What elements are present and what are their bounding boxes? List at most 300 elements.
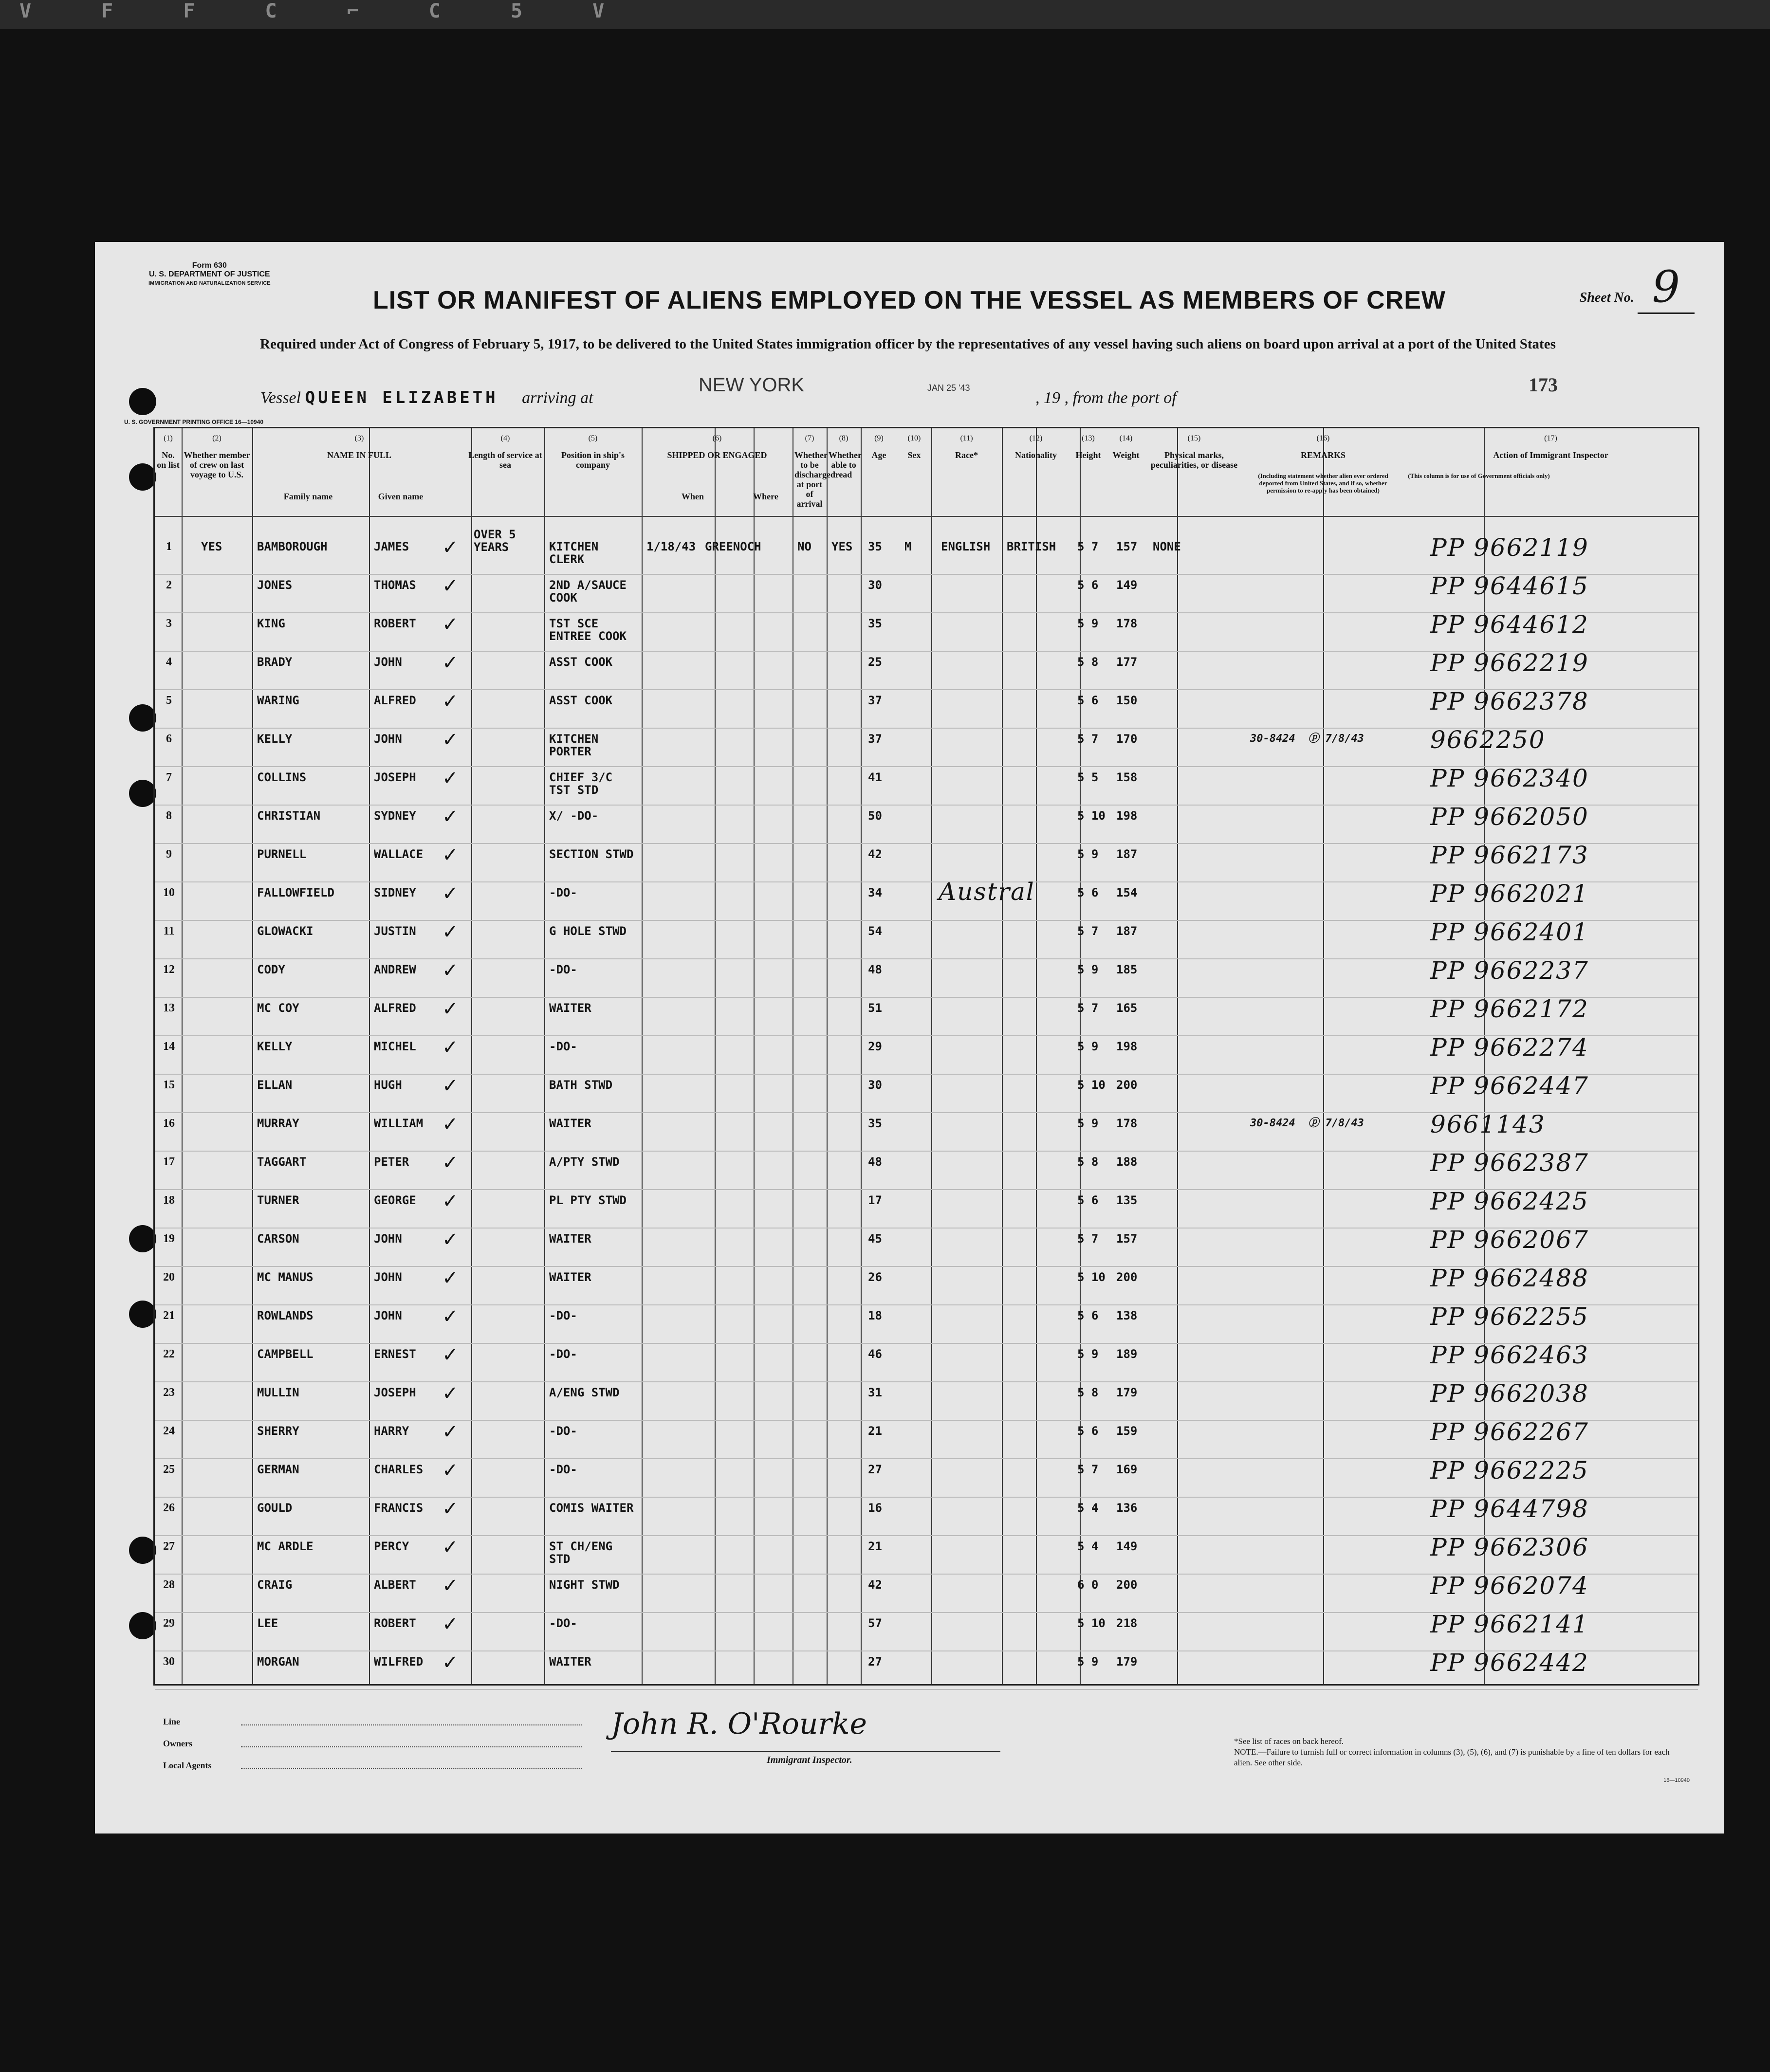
weight: 154 [1116,886,1138,899]
punch-hole [129,780,156,807]
form-code: 16—10940 [1663,1778,1690,1783]
weight: 198 [1116,809,1138,823]
owners-field [241,1746,582,1747]
inspector-action: PP 9662173 [1430,841,1589,869]
inspector-action: PP 9662219 [1430,649,1589,677]
check-mark-icon: ✓ [442,1613,459,1635]
check-mark-icon: ✓ [442,1382,459,1405]
height: 5 6 [1077,1309,1099,1322]
row-number: 9 [166,848,172,861]
column-header: Age [871,450,886,460]
height: 5 7 [1077,540,1099,553]
family-name: FALLOWFIELD [257,886,334,899]
given-name: JOHN [374,1232,402,1246]
manifest-sheet [95,242,1724,1834]
age: 35 [868,1117,882,1130]
height: 5 5 [1077,770,1099,784]
given-name: JOHN [374,732,402,746]
column-number: (8) [839,434,848,442]
given-name: GEORGE [374,1193,416,1207]
form-number: Form 630 [192,261,227,270]
weight: 149 [1116,578,1138,592]
given-name: ROBERT [374,1616,416,1630]
family-name: BAMBOROUGH [257,540,328,553]
height: 5 4 [1077,1501,1099,1515]
given-name: HUGH [374,1078,402,1092]
arrival-port-stamp: NEW YORK [699,374,805,396]
row-number: 13 [163,1002,175,1014]
position: -DO- [549,963,577,976]
column-number: (10) [907,434,921,442]
subheader-action-note: (This column is for use of Government officials only) [1408,472,1550,479]
weight: 200 [1116,1578,1138,1592]
age: 48 [868,1155,882,1169]
age: 26 [868,1270,882,1284]
height: 5 9 [1077,1347,1099,1361]
weight: 198 [1116,1040,1138,1053]
age: 42 [868,1578,882,1592]
first-row-sex: M [904,540,912,553]
height: 5 7 [1077,1232,1099,1246]
column-rule [827,428,828,1684]
height: 5 6 [1077,1193,1099,1207]
column-header: Weight [1112,450,1140,460]
age: 57 [868,1616,882,1630]
given-name: WILLIAM [374,1117,424,1130]
check-mark-icon: ✓ [442,1152,459,1174]
given-name: THOMAS [374,578,416,592]
family-name: MC COY [257,1001,299,1015]
row-number: 11 [163,925,175,937]
given-name: FRANCIS [374,1501,424,1515]
row-number: 4 [166,656,172,668]
check-mark-icon: ✓ [442,1305,459,1328]
age: 25 [868,655,882,669]
height: 5 9 [1077,1117,1099,1130]
weight: 157 [1116,540,1138,553]
column-number: (4) [500,434,510,442]
column-header: Physical marks, peculiarities, or disease [1150,450,1238,470]
age: 31 [868,1386,882,1399]
age: 41 [868,770,882,784]
column-rule [754,428,755,1684]
column-rule [369,428,370,1684]
first-row-where: GREENOCH [705,540,761,553]
given-name: PETER [374,1155,409,1169]
position: BATH STWD [549,1078,613,1092]
column-number: (13) [1082,434,1095,442]
row-number: 22 [163,1348,175,1360]
weight: 187 [1116,847,1138,861]
family-name: MORGAN [257,1655,299,1669]
height: 5 4 [1077,1540,1099,1553]
age: 50 [868,809,882,823]
inspector-action: PP 9662447 [1430,1072,1589,1100]
first-row-nationality: BRITISH [1007,540,1056,553]
row-number: 21 [163,1309,175,1322]
check-mark-icon: ✓ [442,959,459,982]
column-header: Whether able to read [829,450,862,479]
column-rule [1036,428,1037,1684]
family-name: MURRAY [257,1117,299,1130]
position: -DO- [549,1424,577,1438]
arriving-label: arriving at [522,389,593,407]
age: 17 [868,1193,882,1207]
family-name: CODY [257,963,285,976]
weight: 159 [1116,1424,1138,1438]
height: 5 9 [1077,1655,1099,1669]
family-name: GERMAN [257,1463,299,1476]
column-rule [1177,428,1178,1684]
position: WAITER [549,1001,591,1015]
column-header: Whether to be discharged at port of arrival [794,450,836,509]
family-name: CAMPBELL [257,1347,313,1361]
column-number: (15) [1187,434,1201,442]
check-mark-icon: ✓ [442,767,459,789]
date-stamp: JAN 25 '43 [927,383,970,393]
page-title: LIST OR MANIFEST OF ALIENS EMPLOYED ON THE VESSEL AS MEMBERS OF CREW [373,286,1446,314]
first-row-service: OVER 5 YEARS [474,528,516,554]
inspector-action: PP 9644615 [1430,572,1589,600]
check-mark-icon: ✓ [442,882,459,905]
height: 5 10 [1077,1078,1106,1092]
check-mark-icon: ✓ [442,1651,459,1674]
column-number: (12) [1029,434,1043,442]
check-mark-icon: ✓ [442,998,459,1020]
check-mark-icon: ✓ [442,1267,459,1289]
column-number: (2) [212,434,221,442]
weight: 178 [1116,617,1138,630]
given-name: SYDNEY [374,809,416,823]
punch-hole [129,1537,156,1564]
punch-hole [129,1301,156,1328]
check-mark-icon: ✓ [442,1113,459,1136]
row-number: 5 [166,694,172,707]
check-mark-icon: ✓ [442,1036,459,1059]
family-name: CHRISTIAN [257,809,321,823]
age: 30 [868,1078,882,1092]
position: KITCHEN PORTER [549,732,599,758]
film-strip: V F F C ⌐ C 5 V [0,0,1770,29]
check-mark-icon: ✓ [442,536,459,559]
row-number: 29 [163,1617,175,1630]
family-name: MC ARDLE [257,1540,313,1553]
inspector-action: 9661143 [1430,1110,1546,1138]
row-number: 18 [163,1194,175,1207]
check-mark-icon: ✓ [442,613,459,636]
family-name: CRAIG [257,1578,293,1592]
column-header: NAME IN FULL [327,450,391,460]
check-mark-icon: ✓ [442,921,459,943]
family-name: TAGGART [257,1155,307,1169]
inspector-action: PP 9662021 [1430,880,1589,908]
family-name: KELLY [257,732,293,746]
check-mark-icon: ✓ [442,690,459,713]
given-name: WILFRED [374,1655,424,1669]
weight: 200 [1116,1270,1138,1284]
given-name: JOHN [374,655,402,669]
column-number: (1) [164,434,173,442]
check-mark-icon: ✓ [442,1575,459,1597]
row-number: 26 [163,1502,175,1514]
row-number: 16 [163,1117,175,1130]
position: X/ -DO- [549,809,599,823]
family-name: GLOWACKI [257,924,313,938]
printing-office-label: U. S. GOVERNMENT PRINTING OFFICE [124,419,234,425]
weight: 179 [1116,1655,1138,1669]
inspector-signature: John R. O'Rourke [611,1707,867,1741]
given-name: ANDREW [374,963,416,976]
punch-hole [129,704,156,732]
column-header: Race* [955,450,978,460]
column-rule [861,428,862,1684]
row-number: 6 [166,733,172,745]
row-rule [155,1689,1698,1690]
given-name: MICHEL [374,1040,416,1053]
weight: 187 [1116,924,1138,938]
row-number: 1 [166,540,172,553]
row-number: 19 [163,1232,175,1245]
height: 5 6 [1077,578,1099,592]
family-name: SHERRY [257,1424,299,1438]
height: 5 8 [1077,1155,1099,1169]
given-name: JOHN [374,1309,402,1322]
position: NIGHT STWD [549,1578,620,1592]
column-header: Whether member of crew on last voyage to U.S. [184,450,250,479]
header-rule [155,516,1698,517]
age: 16 [868,1501,882,1515]
inspector-action: PP 9662340 [1430,764,1589,792]
inspector-action: PP 9662463 [1430,1341,1589,1369]
height: 5 9 [1077,1040,1099,1053]
family-name: COLLINS [257,770,307,784]
height: 5 8 [1077,655,1099,669]
weight: 185 [1116,963,1138,976]
age: 54 [868,924,882,938]
position: -DO- [549,1616,577,1630]
check-mark-icon: ✓ [442,806,459,828]
subheader-where: Where [753,492,778,501]
signature-line [611,1751,1000,1752]
owners-label: Owners [163,1739,192,1748]
crew-table [153,427,1699,1686]
height: 5 9 [1077,617,1099,630]
age: 46 [868,1347,882,1361]
first-row-last-voyage: YES [201,540,222,553]
inspector-action: PP 9662306 [1430,1533,1589,1561]
weight: 165 [1116,1001,1138,1015]
given-name: JOSEPH [374,770,416,784]
height: 5 8 [1077,1386,1099,1399]
height: 5 7 [1077,1463,1099,1476]
family-name: TURNER [257,1193,299,1207]
age: 48 [868,963,882,976]
first-row-discharged: NO [797,540,811,553]
punch-hole [129,1225,156,1252]
position: CHIEF 3/C TST STD [549,770,613,797]
inspector-action: PP 9662067 [1430,1226,1589,1254]
inspector-action: PP 9662074 [1430,1572,1589,1600]
given-name: ROBERT [374,617,416,630]
inspector-action: PP 9662274 [1430,1033,1589,1062]
row-number: 30 [163,1655,175,1668]
given-name: HARRY [374,1424,409,1438]
weight: 158 [1116,770,1138,784]
age: 18 [868,1309,882,1322]
given-name: ERNEST [374,1347,416,1361]
column-rule [182,428,183,1684]
position: A/PTY STWD [549,1155,620,1169]
weight: 200 [1116,1078,1138,1092]
column-number: (5) [588,434,598,442]
family-name: LEE [257,1616,278,1630]
service-name: IMMIGRATION AND NATURALIZATION SERVICE [148,280,271,286]
column-number: (7) [805,434,814,442]
age: 51 [868,1001,882,1015]
family-name: JONES [257,578,293,592]
row-number: 14 [163,1040,175,1053]
position: PL PTY STWD [549,1193,627,1207]
remark: 30-8424 ⓟ 7/8/43 [1250,733,1364,745]
position: WAITER [549,1117,591,1130]
page-number-stamp: 173 [1529,374,1558,396]
check-mark-icon: ✓ [442,1344,459,1366]
given-name: JUSTIN [374,924,416,938]
first-row-race: ENGLISH [941,540,991,553]
column-rule [1323,428,1324,1684]
inspector-action: PP 9662401 [1430,918,1589,946]
given-name: ALFRED [374,1001,416,1015]
position: G HOLE STWD [549,924,627,938]
height: 5 7 [1077,1001,1099,1015]
row-number: 8 [166,809,172,822]
family-name: MC MANUS [257,1270,313,1284]
column-rule [471,428,472,1684]
position: TST SCE ENTREE COOK [549,617,627,643]
age: 35 [868,617,882,630]
agents-field [241,1768,582,1769]
inspector-action: PP 9662387 [1430,1149,1589,1177]
height: 5 6 [1077,886,1099,899]
inspector-action: PP 9662225 [1430,1456,1589,1485]
column-header: Position in ship's company [561,450,625,470]
family-name: KING [257,617,285,630]
given-name: SIDNEY [374,886,416,899]
age: 37 [868,732,882,746]
vessel-name: QUEEN ELIZABETH [305,388,498,407]
position: SECTION STWD [549,847,634,861]
row-number: 2 [166,579,172,591]
printing-office [124,419,263,425]
position: -DO- [549,1040,577,1053]
position: -DO- [549,886,577,899]
inspector-action: PP 9662141 [1430,1610,1589,1638]
row-number: 7 [166,771,172,784]
column-header: SHIPPED OR ENGAGED [667,450,767,460]
column-rule [544,428,545,1684]
family-name: WARING [257,694,299,707]
first-row-when: 1/18/43 [646,540,696,553]
weight: 150 [1116,694,1138,707]
inspector-action: PP 9662038 [1430,1379,1589,1408]
inspector-action: PP 9662267 [1430,1418,1589,1446]
height: 5 9 [1077,847,1099,861]
age: 21 [868,1540,882,1553]
inspector-action: PP 9662237 [1430,956,1589,985]
given-name: JOHN [374,1270,402,1284]
inspector-action: PP 9662378 [1430,687,1589,715]
position: WAITER [549,1655,591,1669]
subheader-when: When [681,492,704,501]
page-subtitle: Required under Act of Congress of February 5, 1917, to be delivered to the United States immigration officer by the representatives of any vessel having such aliens on board upon arrival at a port of the United States [260,336,1556,352]
inspector-action: PP 9662255 [1430,1302,1589,1331]
check-mark-icon: ✓ [442,1421,459,1443]
weight: 136 [1116,1501,1138,1515]
age: 29 [868,1040,882,1053]
given-name: WALLACE [374,847,424,861]
column-header: Sex [907,450,921,460]
position: ST CH/ENG STD [549,1540,613,1566]
weight: 157 [1116,1232,1138,1246]
line-label: Line [163,1717,181,1726]
age: 42 [868,847,882,861]
age: 34 [868,886,882,899]
row-number: 25 [163,1463,175,1476]
column-header: No. on list [157,450,180,470]
family-name: KELLY [257,1040,293,1053]
position: A/ENG STWD [549,1386,620,1399]
height: 5 6 [1077,694,1099,707]
weight: 135 [1116,1193,1138,1207]
given-name: ALFRED [374,694,416,707]
inspector-action: PP 9662172 [1430,995,1589,1023]
position: COMIS WAITER [549,1501,634,1515]
check-mark-icon: ✓ [442,729,459,751]
column-rule [252,428,253,1684]
inspector-action: PP 9662488 [1430,1264,1589,1292]
given-name: JOSEPH [374,1386,416,1399]
column-rule [931,428,932,1684]
height: 6 0 [1077,1578,1099,1592]
inspector-action: PP 9662119 [1430,533,1589,562]
column-number: (11) [960,434,973,442]
row-number: 17 [163,1155,175,1168]
age: 35 [868,540,882,553]
from-port-label: , from the port of [1064,389,1177,407]
height: 5 7 [1077,924,1099,938]
column-header: REMARKS [1300,450,1346,460]
position: -DO- [549,1309,577,1322]
column-number: (6) [712,434,722,442]
column-rule [715,428,716,1684]
height: 5 10 [1077,809,1106,823]
check-mark-icon: ✓ [442,1075,459,1097]
age: 45 [868,1232,882,1246]
age: 30 [868,578,882,592]
column-rule [1002,428,1003,1684]
subheader-remarks-note: (Including statement whether alien ever ordered deported from United States, and if so, whether permission to re-apply has been obtained) [1258,472,1388,494]
vessel-label: Vessel [260,389,301,407]
weight: 218 [1116,1616,1138,1630]
column-header: Action of Immigrant Inspector [1493,450,1608,460]
weight: 138 [1116,1309,1138,1322]
position: 2ND A/SAUCE COOK [549,578,627,605]
inspector-action: 9662250 [1430,726,1546,754]
given-name: PERCY [374,1540,409,1553]
check-mark-icon: ✓ [442,652,459,674]
weight: 188 [1116,1155,1138,1169]
first-row-marks: NONE [1153,540,1181,553]
